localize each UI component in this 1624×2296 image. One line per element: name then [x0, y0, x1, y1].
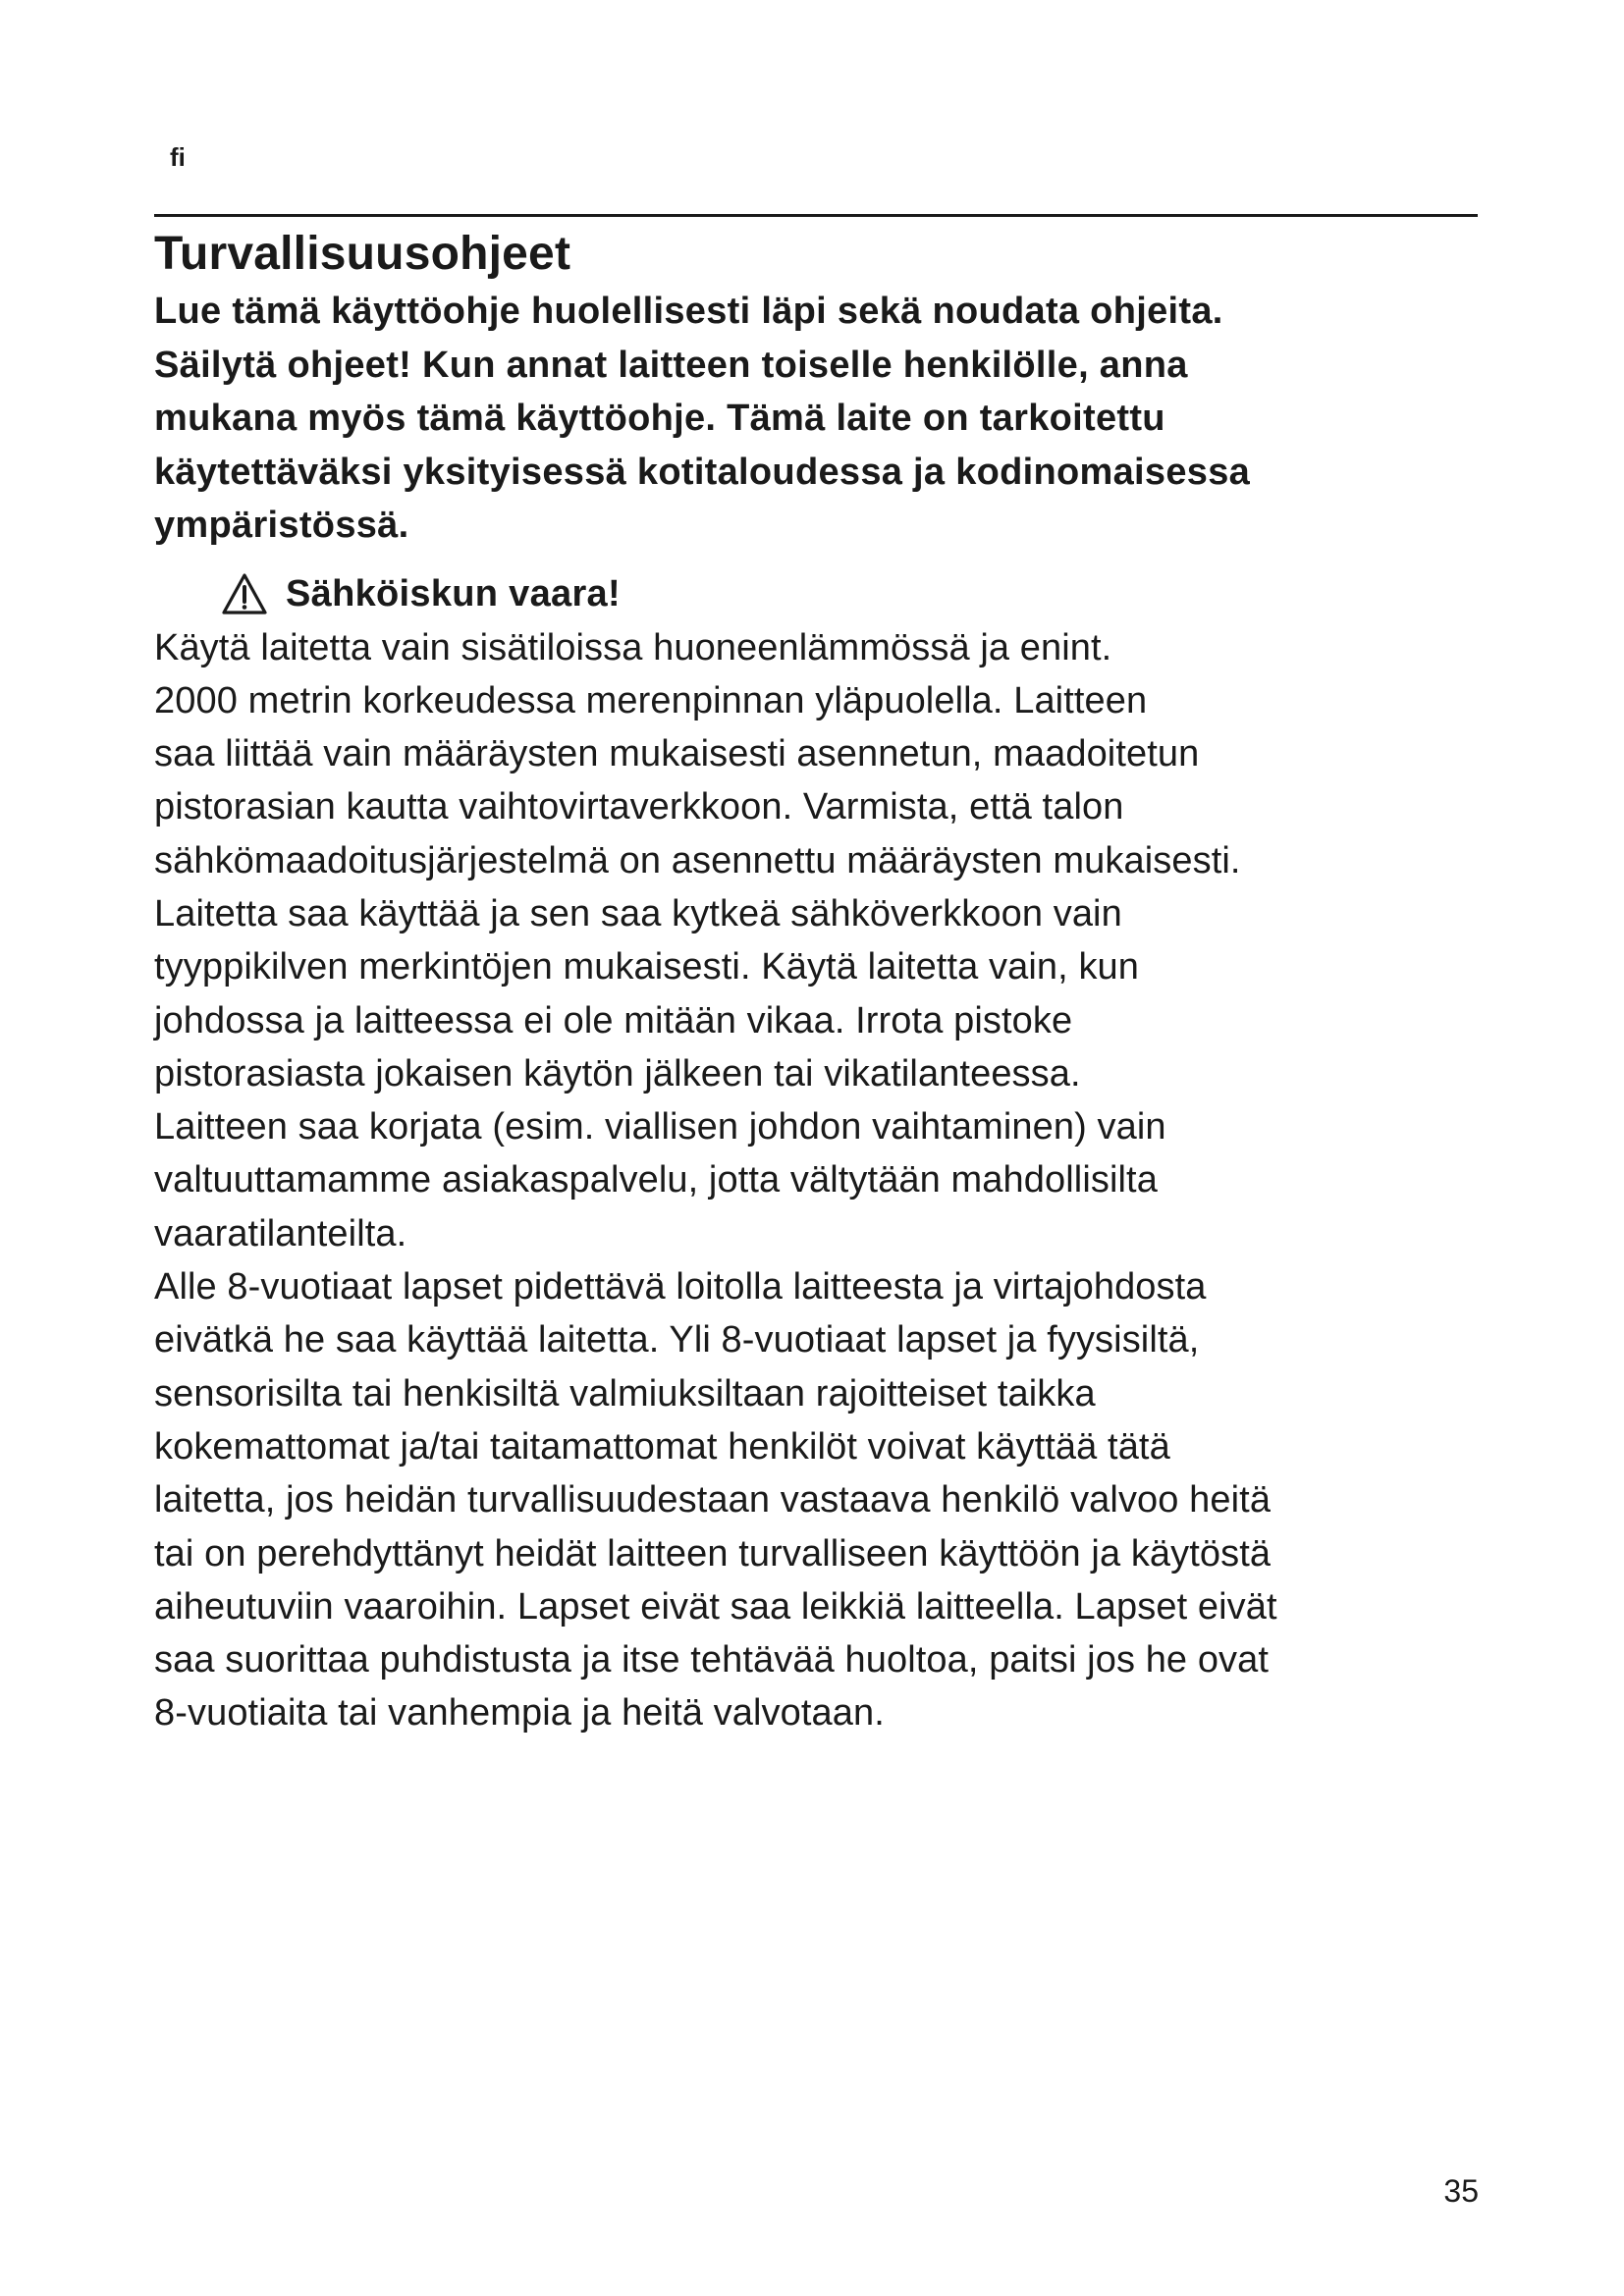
safety-section [154, 224, 1489, 1740]
section-title: Turvallisuusohjeet [154, 228, 571, 280]
text-line: 8-vuotiaita tai vanhempia ja heitä valvotaan. [154, 1692, 885, 1735]
intro-line: Lue tämä käyttöohje huolellisesti läpi sekä noudata ohjeita. [154, 291, 1223, 332]
header-divider [154, 214, 1478, 217]
text-line: kokemattomat ja/tai taitamattomat henkilöt voivat käyttää tätä [154, 1425, 1170, 1468]
text-line: 2000 metrin korkeudessa merenpinnan yläpuolella. Laitteen [154, 679, 1148, 721]
text-line: Laitetta saa käyttää ja sen saa kytkeä sähköverkkoon vain [154, 892, 1122, 934]
page-number: 35 [1443, 2173, 1479, 2209]
text-line: sähkömaadoitusjärjestelmä on asennettu määräysten mukaisesti. [154, 839, 1241, 881]
intro-line: mukana myös tämä käyttöohje. Tämä laite on tarkoitettu [154, 398, 1165, 439]
text-line: sensorisilta tai henkisiltä valmiuksiltaan rajoitteiset taikka [154, 1372, 1096, 1415]
electrical-safety-paragraph [154, 621, 1489, 1261]
text-line: laitetta, jos heidän turvallisuudestaan vastaava henkilö valvoo heitä [154, 1479, 1272, 1522]
text-line: Käytä laitetta vain sisätiloissa huoneenlämmössä ja enint. [154, 626, 1112, 668]
text-line: aiheutuviin vaaroihin. Lapset eivät saa leikkiä laitteella. Lapset eivät [154, 1585, 1277, 1628]
warning-label: Sähköiskun vaara! [286, 572, 621, 614]
text-line: pistorasiasta jokaisen käytön jälkeen tai vikatilanteessa. [154, 1052, 1081, 1095]
text-line: valtuuttamamme asiakaspalvelu, jotta vältytään mahdollisilta [154, 1159, 1158, 1201]
text-line: johdossa ja laitteessa ei ole mitään vikaa. Irrota pistoke [154, 999, 1073, 1041]
intro-line: käytettäväksi yksityisessä kotitaloudessa ja kodinomaisessa [154, 451, 1251, 493]
text-line: Laitteen saa korjata (esim. viallisen johdon vaihtaminen) vain [154, 1106, 1166, 1148]
child-safety-paragraph [154, 1260, 1489, 1740]
intro-line: ympäristössä. [154, 505, 409, 546]
language-code: fi [170, 142, 186, 172]
text-line: pistorasian kautta vaihtovirtaverkkoon. Varmista, että talon [154, 786, 1124, 828]
warning-heading [221, 566, 1489, 621]
intro-line: Säilytä ohjeet! Kun annat laitteen toiselle henkilölle, anna [154, 344, 1188, 386]
text-line: saa suorittaa puhdistusta ja itse tehtävää huoltoa, paitsi jos he ovat [154, 1639, 1270, 1682]
text-line: eivätkä he saa käyttää laitetta. Yli 8-vuotiaat lapset ja fyysisiltä, [154, 1319, 1200, 1362]
text-line: Alle 8-vuotiaat lapset pidettävä loitolla laitteesta ja virtajohdosta [154, 1266, 1207, 1308]
intro-paragraph [154, 285, 1489, 553]
text-line: tai on perehdyttänyt heidät laitteen turvalliseen käyttöön ja käytöstä [154, 1532, 1272, 1575]
text-line: tyyppikilven merkintöjen mukaisesti. Käytä laitetta vain, kun [154, 946, 1140, 988]
text-line: vaaratilanteilta. [154, 1212, 407, 1255]
warning-triangle-icon [221, 572, 268, 615]
text-line: saa liittää vain määräysten mukaisesti asennetun, maadoitetun [154, 733, 1200, 775]
